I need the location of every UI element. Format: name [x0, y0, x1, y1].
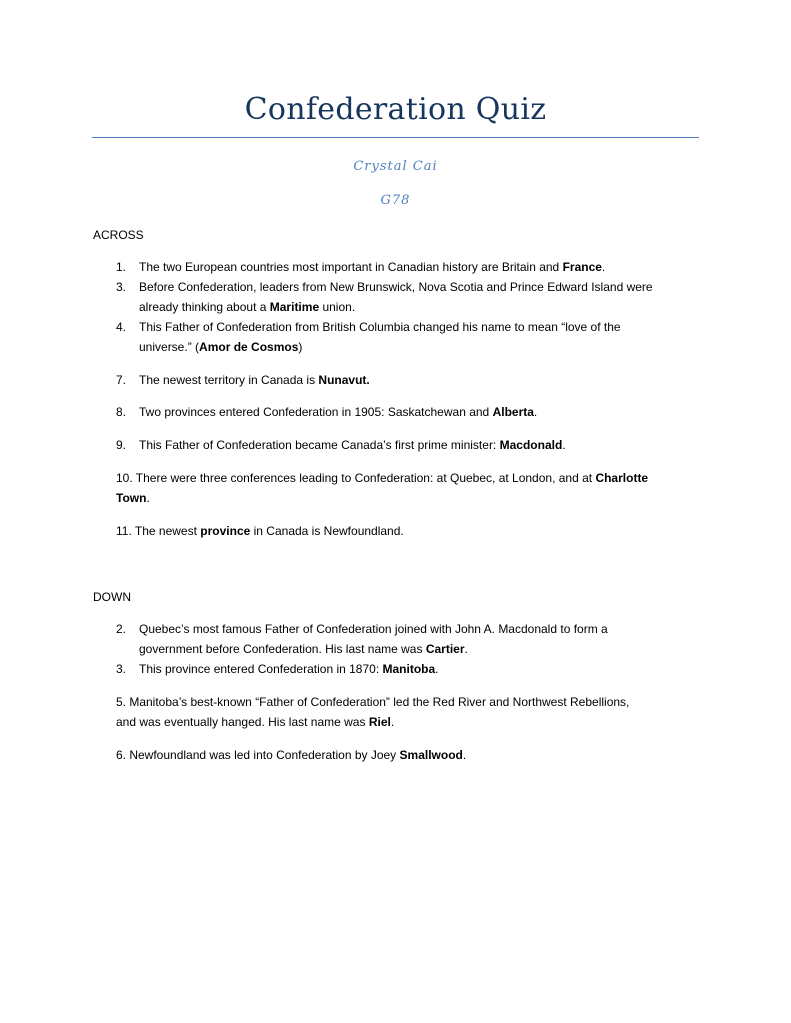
down-heading: DOWN — [93, 590, 131, 604]
clue-text-part: . — [390, 715, 395, 729]
clue-text-part: . — [464, 642, 468, 656]
clue-number: 9. — [116, 438, 127, 452]
clue-text-part: ) — [298, 340, 303, 354]
clue-number: 2. — [116, 622, 127, 636]
clue-text — [139, 260, 605, 274]
clue-answer: Cartier — [425, 642, 465, 656]
clue-text-part: . — [435, 662, 439, 676]
clue-number: 3. — [116, 662, 127, 676]
clue-text — [116, 491, 150, 505]
clue-answer: Nunavut. — [318, 373, 370, 387]
clue-text-part: and was eventually hanged. His last name was — [116, 715, 369, 729]
clue-answer: Amor de Cosmos — [199, 340, 299, 354]
clue-number: 3. — [116, 280, 127, 294]
clue-text: Quebec’s most famous Father of Confederation joined with John A. Macdonald to form a — [139, 622, 608, 636]
clue-answer: Alberta — [492, 405, 534, 419]
clue-text-part: . — [562, 438, 566, 452]
clue-text — [116, 748, 466, 762]
clue-text-part: universe.” ( — [139, 340, 200, 354]
clue-text-part: 6. Newfoundland was led into Confederation by Joey — [116, 748, 400, 762]
clue-text-part: This province entered Confederation in 1870: — [139, 662, 383, 676]
clue-number: 8. — [116, 405, 127, 419]
clue-text-part: The newest territory in Canada is — [139, 373, 319, 387]
across-heading: ACROSS — [93, 228, 144, 242]
clue-answer: Maritime — [269, 300, 320, 314]
clue-number: 4. — [116, 320, 127, 334]
clue-text: This Father of Confederation from British Columbia changed his name to mean “love of the — [139, 320, 621, 334]
clue-text-part: 11. The newest — [116, 524, 201, 538]
clue-text — [116, 715, 394, 729]
clue-text: 5. Manitoba’s best-known “Father of Confederation” led the Red River and Northwest Rebellions, — [116, 695, 630, 709]
clue-text — [139, 340, 302, 354]
clue-text-part: . — [462, 748, 467, 762]
document-title: Confederation Quiz — [244, 92, 547, 127]
clue-answer: Charlotte — [595, 471, 649, 485]
clue-text-part: . — [146, 491, 150, 505]
clue-answer: province — [200, 524, 251, 538]
clue-text-part: in Canada is Newfoundland. — [250, 524, 404, 538]
clue-text-part: government before Confederation. His last name was — [139, 642, 426, 656]
clue-answer: Manitoba — [382, 662, 436, 676]
clue-text-part: The two European countries most important in Canadian history are Britain and — [139, 260, 563, 274]
clue-text — [139, 373, 370, 387]
clue-answer: Smallwood — [399, 748, 463, 762]
clue-text-part: Two provinces entered Confederation in 1905: Saskatchewan and — [139, 405, 493, 419]
clue-text — [139, 438, 566, 452]
clue-text — [116, 524, 404, 538]
clue-text: Before Confederation, leaders from New Brunswick, Nova Scotia and Prince Edward Island were — [139, 280, 653, 294]
clue-number: 1. — [116, 260, 127, 274]
clue-text-part: union. — [319, 300, 356, 314]
clue-text — [116, 471, 648, 485]
clue-text-part: already thinking about a — [139, 300, 270, 314]
title-divider — [92, 137, 699, 138]
clue-text-part: . — [533, 405, 538, 419]
clue-answer: Macdonald — [499, 438, 563, 452]
clue-answer: Riel — [368, 715, 391, 729]
clue-text-part: . — [601, 260, 606, 274]
clue-text-part: This Father of Confederation became Canada’s first prime minister: — [139, 438, 500, 452]
clue-text — [139, 300, 355, 314]
clue-number: 7. — [116, 373, 127, 387]
author-name: Crystal Cai — [353, 159, 438, 174]
clue-answer: Town — [116, 491, 147, 505]
clue-answer: France — [562, 260, 602, 274]
clue-text — [139, 662, 439, 676]
clue-text-part: 10. There were three conferences leading to Confederation: at Quebec, at London, and at — [116, 471, 596, 485]
clue-text — [139, 642, 468, 656]
clue-text — [139, 405, 537, 419]
class-code: G78 — [380, 193, 411, 208]
